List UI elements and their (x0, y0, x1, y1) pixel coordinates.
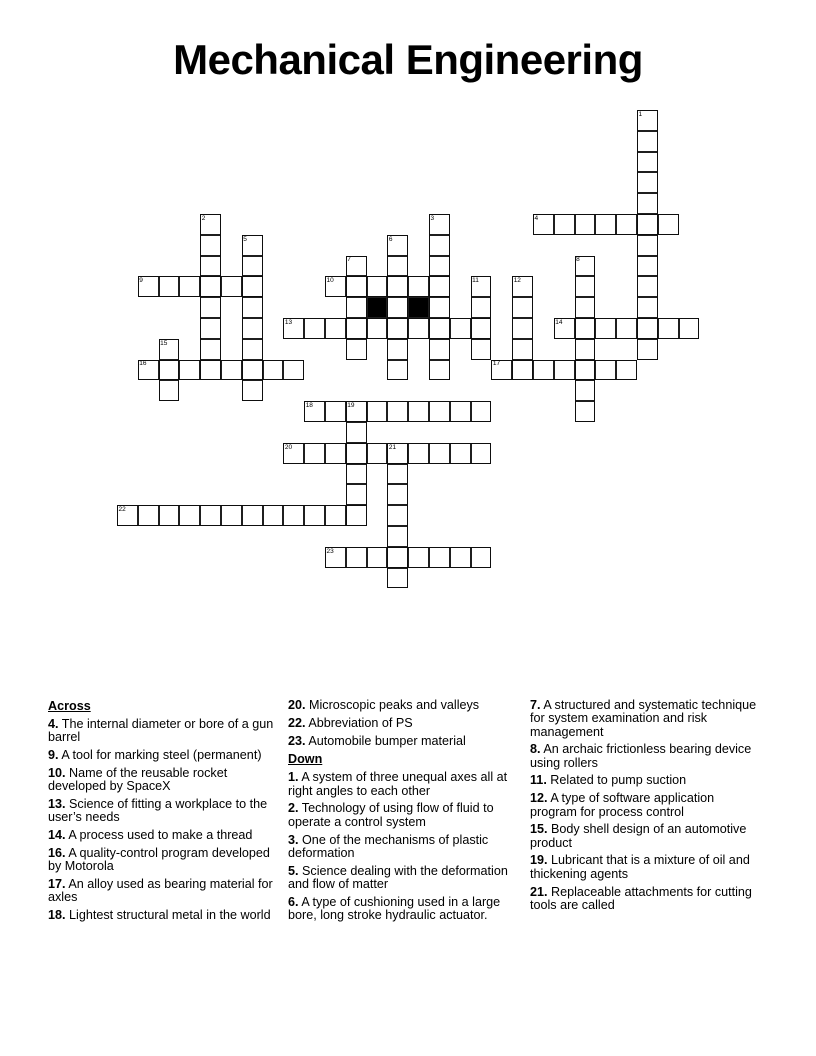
grid-cell[interactable] (575, 276, 596, 297)
grid-cell[interactable] (637, 214, 658, 235)
grid-cell[interactable] (242, 297, 263, 318)
page-title: Mechanical Engineering (173, 36, 643, 83)
cell-number: 9 (139, 277, 143, 285)
grid-cell[interactable] (637, 152, 658, 173)
grid-cell[interactable] (346, 318, 367, 339)
grid-cell[interactable] (554, 318, 575, 339)
grid-cell[interactable] (367, 276, 388, 297)
clue-19: 19. Lubricant that is a mixture of oil and thickening agents (530, 853, 750, 881)
clue-number: 2. (288, 801, 299, 816)
clue-number: 8. (530, 742, 541, 757)
grid-cell[interactable] (450, 318, 471, 339)
clue-4: 4. The internal diameter or bore of a gun barrel (48, 717, 274, 745)
grid-cell[interactable] (512, 339, 533, 360)
cell-number: 5 (243, 235, 247, 243)
grid-cell[interactable] (387, 505, 408, 526)
grid-cell[interactable] (179, 360, 200, 381)
cell-number: 2 (201, 214, 206, 222)
grid-cell[interactable] (408, 276, 429, 297)
grid-cell[interactable] (616, 214, 637, 235)
clue-5: 5. Science dealing with the deformation and flow of matter (288, 863, 508, 891)
clue-number: 10. (48, 765, 66, 780)
grid-cell[interactable] (242, 276, 263, 297)
grid-cell[interactable] (533, 214, 554, 235)
grid-cell[interactable] (304, 318, 325, 339)
grid-cell[interactable] (595, 318, 616, 339)
grid-cell[interactable] (283, 318, 304, 339)
clue-23: 23. Automobile bumper material (288, 733, 466, 748)
grid-cell[interactable] (429, 276, 450, 297)
grid-cell[interactable] (387, 568, 408, 589)
grid-cell[interactable] (221, 276, 242, 297)
grid-cell[interactable] (346, 256, 367, 277)
grid-cell[interactable] (512, 318, 533, 339)
clue-number: 21. (530, 884, 548, 899)
clue-2: 2. Technology of using flow of fluid to operate a control system (288, 801, 494, 829)
grid-cell[interactable] (387, 235, 408, 256)
grid-cell[interactable] (387, 401, 408, 422)
cell-number: 11 (472, 277, 479, 285)
grid-cell[interactable] (408, 318, 429, 339)
grid-cell[interactable] (387, 276, 408, 297)
grid-cell[interactable] (554, 214, 575, 235)
down-header: Down (288, 752, 323, 767)
cell-number: 14 (555, 318, 563, 326)
grid-cell[interactable] (637, 318, 658, 339)
cell-number: 18 (305, 401, 313, 409)
grid-cell[interactable] (512, 276, 533, 297)
cell-number: 22 (118, 505, 126, 513)
grid-cell[interactable] (658, 318, 679, 339)
clue-number: 18. (48, 908, 66, 923)
grid-cell[interactable] (346, 505, 367, 526)
grid-cell[interactable] (491, 360, 512, 381)
grid-cell[interactable] (429, 235, 450, 256)
cell-number: 4 (534, 214, 539, 222)
clue-number: 12. (530, 791, 548, 806)
clue-15: 15. Body shell design of an automotive product (530, 822, 747, 850)
grid-cell[interactable] (471, 297, 492, 318)
grid-cell[interactable] (575, 297, 596, 318)
across-header: Across (48, 699, 91, 713)
grid-cell[interactable] (637, 131, 658, 152)
clue-number: 17. (48, 876, 66, 891)
clue-column-left (48, 699, 288, 927)
black-cell (367, 297, 388, 318)
grid-cell[interactable] (325, 547, 346, 568)
grid-cell[interactable] (616, 360, 637, 381)
cell-number: 3 (430, 214, 435, 222)
grid-cell[interactable] (387, 464, 408, 485)
grid-cell[interactable] (200, 297, 221, 318)
grid-cell[interactable] (616, 318, 637, 339)
grid-cell[interactable] (387, 443, 408, 464)
grid-cell[interactable] (387, 526, 408, 547)
grid-cell[interactable] (346, 464, 367, 485)
cell-number: 7 (347, 256, 351, 264)
grid-cell[interactable] (471, 443, 492, 464)
grid-cell[interactable] (283, 505, 304, 526)
grid-cell[interactable] (159, 360, 180, 381)
clue-22: 22. Abbreviation of PS (288, 715, 413, 730)
grid-cell[interactable] (429, 214, 450, 235)
grid-cell[interactable] (387, 297, 408, 318)
grid-cell[interactable] (387, 547, 408, 568)
clue-column-right (530, 699, 770, 927)
clue-7: 7. A structured and systematic technique for system examination and risk management (530, 698, 757, 739)
grid-cell[interactable] (471, 547, 492, 568)
grid-cell[interactable] (346, 484, 367, 505)
clue-number: 22. (288, 715, 306, 730)
grid-cell[interactable] (242, 235, 263, 256)
grid-cell[interactable] (595, 214, 616, 235)
grid-cell[interactable] (533, 360, 554, 381)
grid-cell[interactable] (575, 214, 596, 235)
grid-cell[interactable] (138, 360, 159, 381)
grid-cell[interactable] (637, 276, 658, 297)
grid-cell[interactable] (387, 484, 408, 505)
clue-11: 11. Related to pump suction (530, 773, 687, 788)
grid-cell[interactable] (200, 318, 221, 339)
grid-cell[interactable] (387, 360, 408, 381)
grid-cell[interactable] (471, 276, 492, 297)
grid-cell[interactable] (325, 505, 346, 526)
grid-cell[interactable] (367, 443, 388, 464)
grid-cell[interactable] (159, 505, 180, 526)
clue-number: 1. (288, 770, 299, 785)
grid-cell[interactable] (283, 443, 304, 464)
grid-cell[interactable] (429, 339, 450, 360)
grid-cell[interactable] (367, 401, 388, 422)
grid-cell[interactable] (138, 505, 159, 526)
grid-cell[interactable] (325, 443, 346, 464)
clue-number: 7. (530, 698, 541, 712)
clue-section (48, 699, 770, 927)
grid-cell[interactable] (387, 339, 408, 360)
cell-number: 19 (347, 401, 355, 409)
grid-cell[interactable] (263, 360, 284, 381)
cell-number: 15 (160, 339, 168, 347)
grid-cell[interactable] (325, 276, 346, 297)
grid-cell[interactable] (575, 256, 596, 277)
grid-cell[interactable] (595, 360, 616, 381)
grid-cell[interactable] (346, 339, 367, 360)
grid-cell[interactable] (200, 276, 221, 297)
cell-number: 17 (492, 360, 501, 368)
black-cell (408, 297, 429, 318)
clue-8: 8. An archaic frictionless bearing device using rollers (530, 742, 752, 770)
grid-cell[interactable] (283, 360, 304, 381)
clue-column-middle (288, 699, 530, 927)
grid-cell[interactable] (304, 401, 325, 422)
cell-number: 1 (638, 110, 643, 118)
grid-cell[interactable] (575, 380, 596, 401)
grid-cell[interactable] (325, 401, 346, 422)
grid-cell[interactable] (575, 339, 596, 360)
grid-cell[interactable] (304, 505, 325, 526)
grid-cell[interactable] (200, 505, 221, 526)
grid-cell[interactable] (242, 339, 263, 360)
grid-cell[interactable] (637, 193, 658, 214)
clue-number: 4. (48, 717, 59, 731)
grid-cell[interactable] (242, 318, 263, 339)
grid-cell[interactable] (346, 547, 367, 568)
grid-cell[interactable] (637, 172, 658, 193)
clue-number: 14. (48, 828, 66, 843)
grid-cell[interactable] (637, 339, 658, 360)
grid-cell[interactable] (367, 318, 388, 339)
grid-cell[interactable] (429, 547, 450, 568)
clue-number: 20. (288, 698, 306, 712)
cell-number: 12 (513, 277, 521, 285)
grid-cell[interactable] (450, 547, 471, 568)
grid-cell[interactable] (242, 505, 263, 526)
cell-number: 13 (284, 318, 293, 326)
grid-cell[interactable] (242, 256, 263, 277)
grid-cell[interactable] (159, 339, 180, 360)
clue-10: 10. Name of the reusable rocket developed by SpaceX (48, 765, 228, 794)
cell-number: 16 (139, 360, 147, 368)
grid-cell[interactable] (242, 380, 263, 401)
grid-cell[interactable] (179, 505, 200, 526)
grid-cell[interactable] (637, 235, 658, 256)
grid-cell[interactable] (408, 401, 429, 422)
grid-cell[interactable] (512, 360, 533, 381)
grid-cell[interactable] (367, 547, 388, 568)
cell-number: 6 (388, 235, 393, 243)
crossword-grid (117, 110, 699, 588)
clue-number: 19. (530, 853, 548, 868)
clue-number: 16. (48, 845, 66, 860)
clue-number: 15. (530, 822, 548, 837)
grid-cell[interactable] (637, 297, 658, 318)
grid-cell[interactable] (471, 339, 492, 360)
grid-cell[interactable] (575, 318, 596, 339)
grid-cell[interactable] (408, 547, 429, 568)
grid-cell[interactable] (242, 360, 263, 381)
grid-cell[interactable] (429, 318, 450, 339)
grid-cell[interactable] (429, 401, 450, 422)
clue-16: 16. A quality-control program developed by Motorola (48, 845, 270, 874)
cell-number: 21 (388, 443, 397, 451)
grid-cell[interactable] (429, 297, 450, 318)
clue-13: 13. Science of fitting a workplace to the user’s needs (48, 796, 268, 825)
clue-3: 3. One of the mechanisms of plastic deformation (288, 832, 489, 860)
clue-1: 1. A system of three unequal axes all at right angles to each other (288, 770, 508, 798)
grid-cell[interactable] (346, 401, 367, 422)
grid-cell[interactable] (408, 443, 429, 464)
grid-cell[interactable] (679, 318, 700, 339)
grid-cell[interactable] (346, 422, 367, 443)
grid-cell[interactable] (200, 235, 221, 256)
grid-cell[interactable] (325, 318, 346, 339)
clue-6: 6. A type of cushioning used in a large bore, long stroke hydraulic actuator. (288, 894, 501, 923)
grid-cell[interactable] (159, 276, 180, 297)
grid-cell[interactable] (221, 505, 242, 526)
grid-cell[interactable] (450, 443, 471, 464)
grid-cell[interactable] (637, 110, 658, 131)
grid-cell[interactable] (658, 214, 679, 235)
clue-number: 11. (530, 773, 547, 788)
grid-cell[interactable] (387, 318, 408, 339)
grid-cell[interactable] (429, 443, 450, 464)
clue-18: 18. Lightest structural metal in the world (48, 908, 271, 923)
cell-number: 23 (326, 547, 334, 555)
clue-number: 9. (48, 748, 59, 763)
grid-cell[interactable] (200, 339, 221, 360)
grid-cell[interactable] (554, 360, 575, 381)
cell-number: 10 (326, 277, 334, 285)
grid-cell[interactable] (304, 443, 325, 464)
grid-cell[interactable] (471, 401, 492, 422)
clue-17: 17. An alloy used as bearing material for axles (48, 876, 273, 905)
clue-21: 21. Replaceable attachments for cutting tools are called (530, 884, 752, 912)
grid-cell[interactable] (387, 256, 408, 277)
clue-20: 20. Microscopic peaks and valleys (288, 698, 480, 712)
grid-cell[interactable] (637, 256, 658, 277)
grid-cell[interactable] (221, 360, 242, 381)
clue-number: 13. (48, 796, 66, 811)
grid-cell[interactable] (471, 318, 492, 339)
clue-14: 14. A process used to make a thread (48, 828, 253, 843)
grid-cell[interactable] (429, 256, 450, 277)
clue-number: 6. (288, 894, 299, 909)
grid-cell[interactable] (117, 505, 138, 526)
cell-number: 8 (576, 256, 580, 264)
grid-cell[interactable] (200, 360, 221, 381)
clue-9: 9. A tool for marking steel (permanent) (48, 748, 262, 763)
grid-cell[interactable] (200, 256, 221, 277)
grid-cell[interactable] (450, 401, 471, 422)
cell-number: 20 (284, 443, 293, 451)
grid-cell[interactable] (138, 276, 159, 297)
grid-cell[interactable] (346, 443, 367, 464)
grid-cell[interactable] (179, 276, 200, 297)
grid-cell[interactable] (263, 505, 284, 526)
grid-cell[interactable] (346, 297, 367, 318)
grid-cell[interactable] (346, 276, 367, 297)
grid-cell[interactable] (575, 360, 596, 381)
clue-number: 5. (288, 863, 299, 878)
grid-cell[interactable] (512, 297, 533, 318)
clue-12: 12. A type of software application program for process control (530, 791, 715, 819)
grid-cell[interactable] (575, 401, 596, 422)
grid-cell[interactable] (159, 380, 180, 401)
clue-number: 3. (288, 832, 299, 847)
grid-cell[interactable] (200, 214, 221, 235)
clue-number: 23. (288, 733, 306, 748)
grid-cell[interactable] (429, 360, 450, 381)
